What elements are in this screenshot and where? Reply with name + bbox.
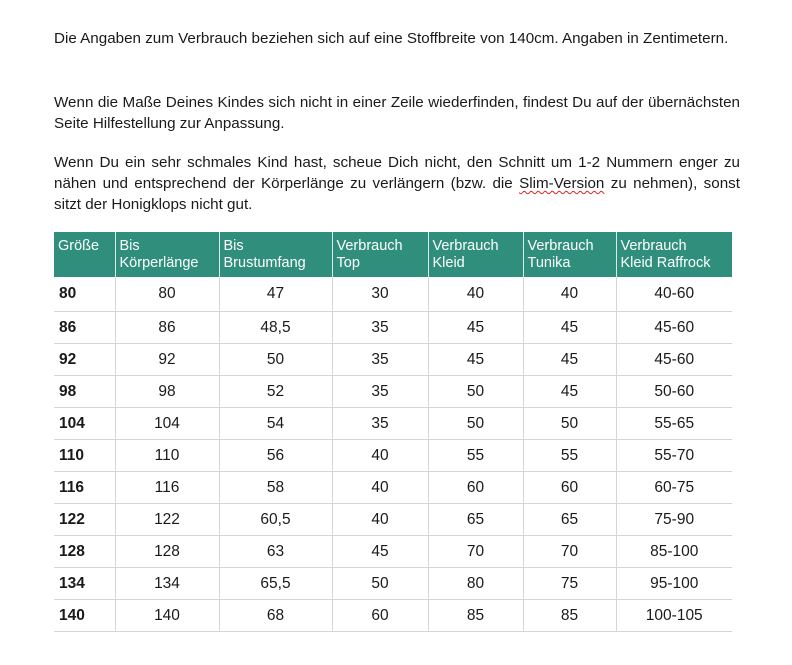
cell-usage-dress: 80 xyxy=(428,568,523,600)
cell-usage-ruffle-dress: 55-65 xyxy=(616,408,732,440)
column-header-usage-ruffle-dress: Verbrauch Kleid Raffrock xyxy=(616,232,732,277)
cell-usage-tunic: 40 xyxy=(523,277,616,312)
cell-usage-top: 50 xyxy=(332,568,428,600)
cell-size: 86 xyxy=(54,312,115,344)
table-row xyxy=(54,408,732,440)
cell-usage-top: 40 xyxy=(332,472,428,504)
cell-size: 140 xyxy=(54,600,115,632)
cell-usage-top: 45 xyxy=(332,536,428,568)
cell-usage-dress: 65 xyxy=(428,504,523,536)
table-row xyxy=(54,344,732,376)
cell-max-body-length: 86 xyxy=(115,312,219,344)
table-row xyxy=(54,536,732,568)
cell-size: 98 xyxy=(54,376,115,408)
cell-max-chest: 52 xyxy=(219,376,332,408)
cell-usage-dress: 55 xyxy=(428,440,523,472)
cell-usage-top: 35 xyxy=(332,312,428,344)
column-header-max-chest: Bis Brustumfang xyxy=(219,232,332,277)
table-row xyxy=(54,472,732,504)
table-body xyxy=(54,277,732,632)
cell-max-body-length: 92 xyxy=(115,344,219,376)
cell-size: 104 xyxy=(54,408,115,440)
cell-usage-tunic: 45 xyxy=(523,312,616,344)
intro-paragraph-adjustment: Wenn die Maße Deines Kindes sich nicht in einer Zeile wiederfinden, findest Du auf der übernächsten Seite Hilfestellung zur Anpassung. xyxy=(54,94,740,132)
cell-usage-tunic: 70 xyxy=(523,536,616,568)
cell-usage-dress: 60 xyxy=(428,472,523,504)
cell-size: 92 xyxy=(54,344,115,376)
table-row xyxy=(54,376,732,408)
cell-max-chest: 63 xyxy=(219,536,332,568)
table-header-row xyxy=(54,232,732,277)
cell-max-body-length: 104 xyxy=(115,408,219,440)
cell-usage-tunic: 85 xyxy=(523,600,616,632)
column-header-usage-tunic: Verbrauch Tunika xyxy=(523,232,616,277)
cell-usage-ruffle-dress: 40-60 xyxy=(616,277,732,312)
cell-max-chest: 54 xyxy=(219,408,332,440)
cell-usage-ruffle-dress: 75-90 xyxy=(616,504,732,536)
cell-max-chest: 48,5 xyxy=(219,312,332,344)
cell-max-body-length: 140 xyxy=(115,600,219,632)
intro-paragraph-fabric-width: Die Angaben zum Verbrauch beziehen sich auf eine Stoffbreite von 140cm. Angaben in Zentimetern. xyxy=(54,30,729,47)
cell-usage-tunic: 55 xyxy=(523,440,616,472)
cell-usage-top: 35 xyxy=(332,344,428,376)
cell-size: 128 xyxy=(54,536,115,568)
table-row xyxy=(54,312,732,344)
cell-usage-ruffle-dress: 60-75 xyxy=(616,472,732,504)
cell-size: 110 xyxy=(54,440,115,472)
cell-usage-dress: 50 xyxy=(428,376,523,408)
column-header-max-body-length: Bis Körperlänge xyxy=(115,232,219,277)
cell-max-chest: 60,5 xyxy=(219,504,332,536)
cell-max-body-length: 122 xyxy=(115,504,219,536)
cell-usage-ruffle-dress: 100-105 xyxy=(616,600,732,632)
cell-usage-tunic: 50 xyxy=(523,408,616,440)
cell-usage-top: 30 xyxy=(332,277,428,312)
table-row xyxy=(54,440,732,472)
cell-usage-ruffle-dress: 45-60 xyxy=(616,312,732,344)
p3-text-end: zu nehmen), sonst sitzt der Honigklops nicht gut. xyxy=(54,175,740,213)
column-header-size: Größe xyxy=(54,232,115,277)
cell-usage-ruffle-dress: 55-70 xyxy=(616,440,732,472)
cell-usage-top: 35 xyxy=(332,408,428,440)
cell-size: 116 xyxy=(54,472,115,504)
table-row xyxy=(54,277,732,312)
cell-usage-top: 35 xyxy=(332,376,428,408)
cell-usage-top: 40 xyxy=(332,440,428,472)
cell-max-chest: 65,5 xyxy=(219,568,332,600)
cell-usage-dress: 50 xyxy=(428,408,523,440)
cell-usage-tunic: 60 xyxy=(523,472,616,504)
cell-usage-dress: 85 xyxy=(428,600,523,632)
cell-usage-dress: 40 xyxy=(428,277,523,312)
cell-usage-dress: 45 xyxy=(428,344,523,376)
cell-max-chest: 47 xyxy=(219,277,332,312)
intro-paragraph-slim-kids xyxy=(54,152,740,215)
table-row xyxy=(54,504,732,536)
cell-usage-tunic: 45 xyxy=(523,376,616,408)
cell-max-body-length: 80 xyxy=(115,277,219,312)
table-row xyxy=(54,568,732,600)
cell-usage-top: 40 xyxy=(332,504,428,536)
cell-max-body-length: 116 xyxy=(115,472,219,504)
cell-usage-tunic: 45 xyxy=(523,344,616,376)
cell-usage-ruffle-dress: 45-60 xyxy=(616,344,732,376)
cell-max-body-length: 134 xyxy=(115,568,219,600)
cell-size: 122 xyxy=(54,504,115,536)
cell-size: 134 xyxy=(54,568,115,600)
cell-usage-tunic: 65 xyxy=(523,504,616,536)
cell-max-body-length: 98 xyxy=(115,376,219,408)
cell-max-chest: 56 xyxy=(219,440,332,472)
cell-usage-top: 60 xyxy=(332,600,428,632)
column-header-usage-dress: Verbrauch Kleid xyxy=(428,232,523,277)
size-chart-table xyxy=(54,232,732,632)
cell-max-chest: 50 xyxy=(219,344,332,376)
cell-size: 80 xyxy=(54,277,115,312)
column-header-usage-top: Verbrauch Top xyxy=(332,232,428,277)
cell-usage-ruffle-dress: 85-100 xyxy=(616,536,732,568)
cell-max-body-length: 110 xyxy=(115,440,219,472)
cell-usage-dress: 70 xyxy=(428,536,523,568)
spellcheck-marked-word: Slim-Version xyxy=(519,175,605,192)
cell-max-body-length: 128 xyxy=(115,536,219,568)
cell-usage-dress: 45 xyxy=(428,312,523,344)
cell-max-chest: 58 xyxy=(219,472,332,504)
cell-usage-tunic: 75 xyxy=(523,568,616,600)
cell-usage-ruffle-dress: 95-100 xyxy=(616,568,732,600)
cell-usage-ruffle-dress: 50-60 xyxy=(616,376,732,408)
table-row xyxy=(54,600,732,632)
p3-text-start: Wenn Du ein sehr schmales Kind hast, scheue Dich nicht, den Schnitt um 1-2 Nummern enger zu nähen und entsprechend der Körperlänge zu verlängern (bzw. die xyxy=(54,154,740,192)
cell-max-chest: 68 xyxy=(219,600,332,632)
